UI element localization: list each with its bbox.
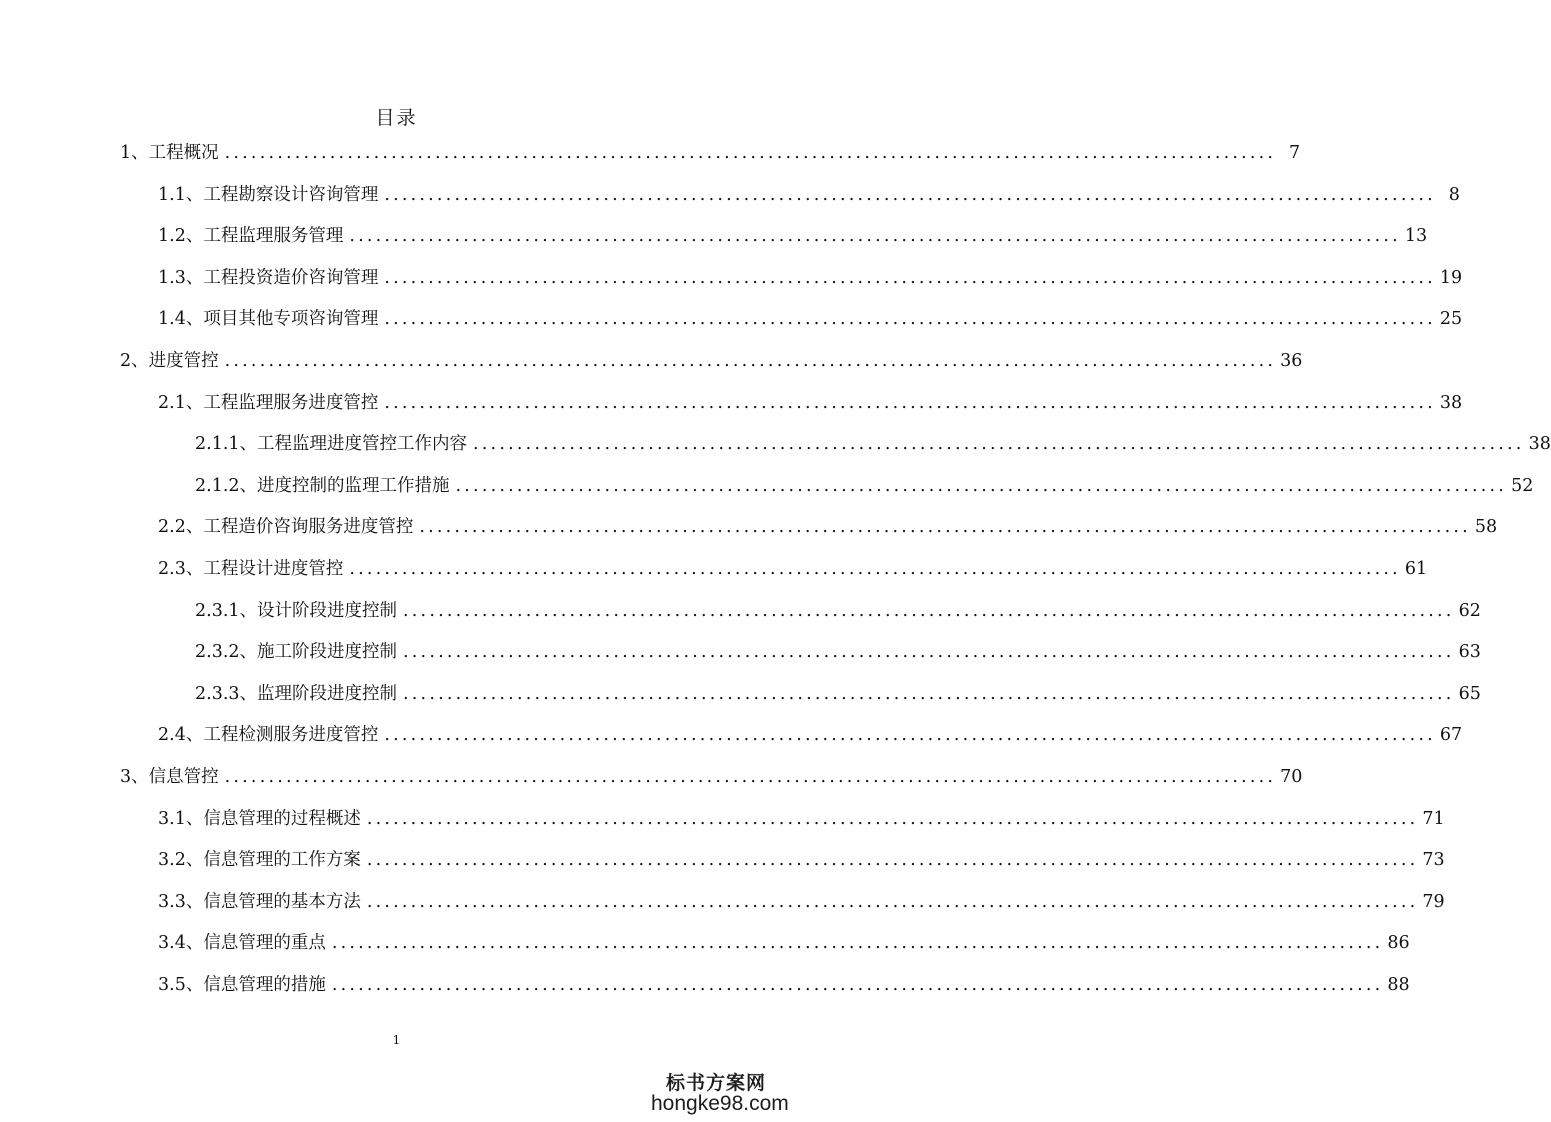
page-number: 1	[392, 1033, 401, 1047]
toc-entry-title: 2.3.3、监理阶段进度控制	[195, 683, 398, 704]
toc-entry-page: 13	[1404, 226, 1428, 247]
toc-entry-page: 38	[1528, 434, 1551, 455]
toc-entry-page: 67	[1439, 725, 1463, 746]
toc-entry[interactable]	[158, 304, 1463, 334]
toc-entry-title: 2.1.2、进度控制的监理工作措施	[195, 475, 450, 496]
toc-entry-page: 8	[1448, 184, 1460, 205]
toc-entry-page: 88	[1387, 975, 1410, 995]
toc-entry[interactable]	[120, 762, 1303, 792]
toc-entry-title: 1.4、项目其他专项咨询管理	[158, 309, 379, 330]
toc-dot-leader: ........................................................................................................................	[384, 267, 1436, 288]
toc-dot-leader: ........................................................................................................................	[384, 392, 1436, 413]
toc-dot-leader: ........................................................................................................................	[403, 683, 1455, 704]
toc-entry-title: 1、工程概况	[120, 143, 219, 163]
toc-entry-page: 52	[1511, 475, 1534, 496]
toc-entry[interactable]	[158, 887, 1445, 917]
toc-dot-leader: ........................................................................................................................	[224, 351, 1277, 371]
toc-entry-title: 3、信息管控	[120, 767, 219, 787]
toc-entry[interactable]	[158, 554, 1428, 584]
toc-entry-title: 3.5、信息管理的措施	[158, 975, 326, 995]
toc-entry[interactable]	[158, 720, 1463, 750]
watermark-name: 标书方案网	[665, 1072, 766, 1094]
toc-dot-leader: ........................................................................................................................	[366, 891, 1419, 912]
toc-entry[interactable]	[120, 346, 1303, 376]
toc-dot-leader: ........................................................................................................................	[331, 933, 1384, 954]
toc-dot-leader: ........................................................................................................................	[384, 309, 1436, 330]
toc-entry[interactable]	[158, 221, 1428, 251]
toc-entry[interactable]	[195, 679, 1481, 709]
toc-entry-title: 3.1、信息管理的过程概述	[158, 808, 361, 829]
toc-entry[interactable]	[158, 928, 1410, 958]
toc-dot-leader: ........................................................................................................................	[349, 226, 1401, 247]
toc-dot-leader: ........................................................................................................................	[224, 143, 1277, 163]
toc-entry-title: 2.4、工程检测服务进度管控	[158, 725, 379, 746]
toc-entry[interactable]	[195, 429, 1551, 459]
toc-entry-page: 38	[1439, 392, 1463, 413]
toc-entry-title: 2、进度管控	[120, 351, 219, 371]
toc-entry[interactable]	[158, 180, 1460, 210]
toc-dot-leader: ........................................................................................................................	[224, 767, 1277, 787]
toc-entry[interactable]	[195, 637, 1481, 667]
toc-entry-title: 2.1、工程监理服务进度管控	[158, 392, 379, 413]
toc-dot-leader: ........................................................................................................................	[366, 808, 1419, 829]
toc-entry-page: 19	[1439, 267, 1463, 288]
watermark	[651, 1068, 789, 1116]
toc-entry[interactable]	[158, 845, 1445, 875]
toc-dot-leader: ........................................................................................................................	[403, 600, 1455, 621]
toc-entry[interactable]	[158, 512, 1498, 542]
toc-entry-title: 2.3、工程设计进度管控	[158, 559, 344, 579]
toc-entry-title: 3.2、信息管理的工作方案	[158, 850, 361, 871]
toc-entry-title: 1.1、工程勘察设计咨询管理	[158, 184, 379, 205]
toc-entry-page: 65	[1458, 683, 1481, 704]
toc-dot-leader: ........................................................................................................................	[366, 850, 1419, 871]
toc-entry-page: 25	[1439, 309, 1463, 330]
toc-entry-page: 63	[1458, 642, 1481, 663]
toc-entry[interactable]	[195, 596, 1481, 626]
toc-entry-title: 2.2、工程造价咨询服务进度管控	[158, 517, 414, 538]
toc-entry-title: 1.2、工程监理服务管理	[158, 226, 344, 247]
toc-entry[interactable]	[158, 804, 1445, 834]
toc-entry-title: 2.1.1、工程监理进度管控工作内容	[195, 434, 468, 455]
toc-entry-page: 61	[1404, 559, 1428, 579]
toc-dot-leader: ........................................................................................................................	[455, 475, 1508, 496]
toc-entry-page: 7	[1289, 143, 1301, 163]
toc-dot-leader: ........................................................................................................................	[331, 975, 1384, 995]
toc-entry-page: 73	[1422, 850, 1445, 871]
watermark-url: hongke98.com	[651, 1092, 789, 1115]
toc-entry-title: 2.3.1、设计阶段进度控制	[195, 600, 398, 621]
toc-entry-title: 3.3、信息管理的基本方法	[158, 891, 361, 912]
toc-entry-title: 1.3、工程投资造价咨询管理	[158, 267, 379, 288]
toc-entry-page: 71	[1422, 808, 1445, 829]
toc-entry-page: 86	[1387, 933, 1410, 954]
toc-entry[interactable]	[158, 388, 1463, 418]
toc-entry[interactable]	[158, 970, 1410, 1000]
toc-entry-page: 79	[1422, 891, 1445, 912]
toc-dot-leader: ........................................................................................................................	[349, 559, 1401, 579]
toc-entry[interactable]	[158, 263, 1463, 293]
toc-dot-leader: ........................................................................................................................	[384, 725, 1436, 746]
toc-entry-page: 70	[1280, 767, 1303, 787]
toc-entry[interactable]	[195, 471, 1534, 501]
toc-entry-page: 58	[1474, 517, 1498, 538]
toc-entry-page: 36	[1280, 351, 1303, 371]
toc-dot-leader: ........................................................................................................................	[419, 517, 1471, 538]
toc-entry-page: 62	[1458, 600, 1481, 621]
toc-dot-leader: ........................................................................................................................	[403, 642, 1455, 663]
page-title: 目录	[375, 107, 418, 129]
toc-entry[interactable]	[120, 138, 1301, 168]
toc-dot-leader: ........................................................................................................................	[384, 184, 1436, 205]
toc-entry-title: 2.3.2、施工阶段进度控制	[195, 642, 398, 663]
toc-dot-leader: ........................................................................................................................	[473, 434, 1525, 455]
toc-entry-title: 3.4、信息管理的重点	[158, 933, 326, 954]
